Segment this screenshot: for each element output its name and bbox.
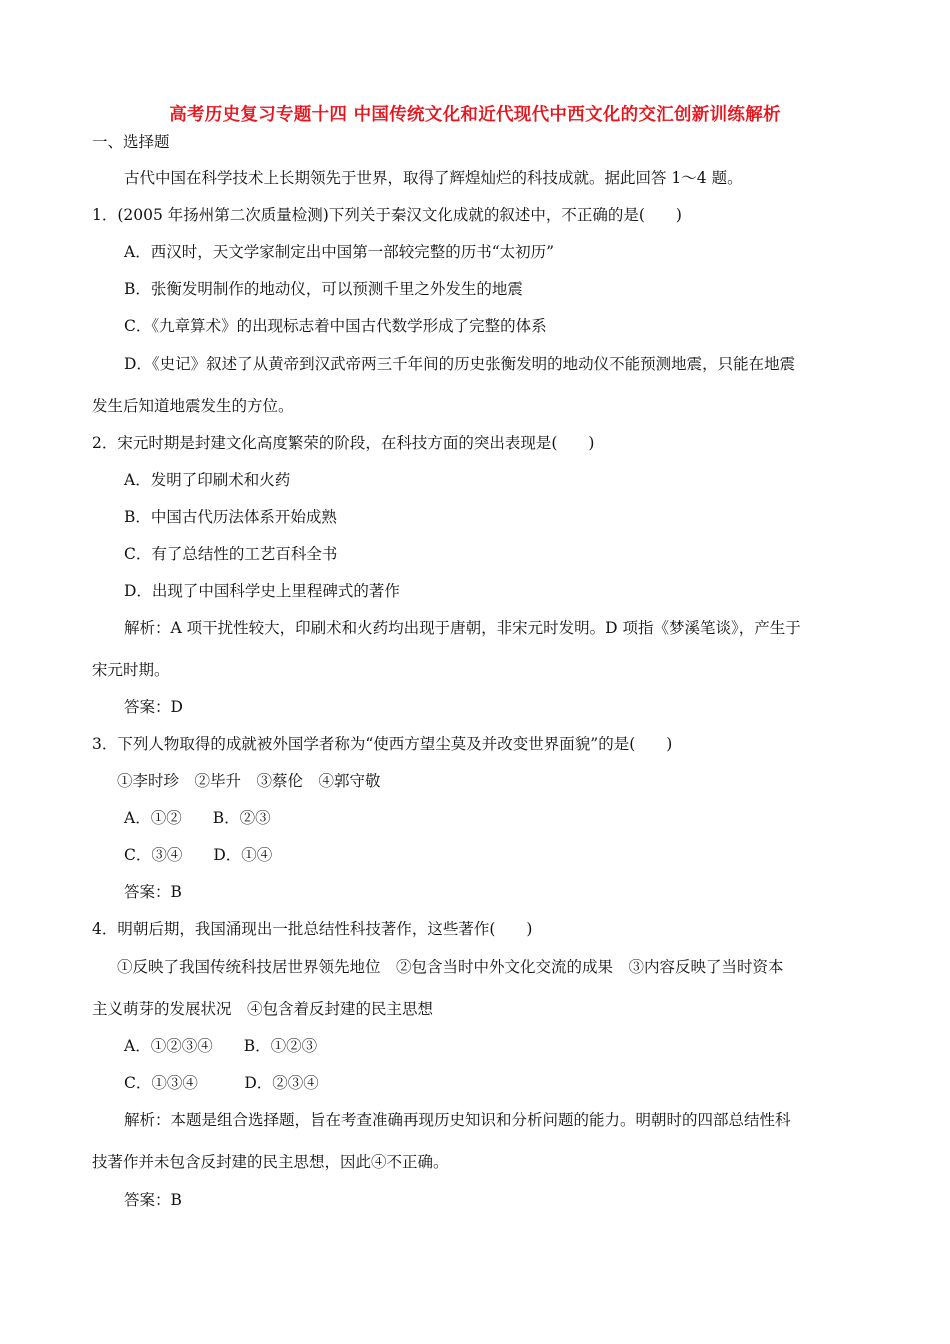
question-4-options-cd: C．①③④ D．②③④ — [124, 1074, 319, 1092]
question-3-stem: 3．下列人物取得的成就被外国学者称为“使西方望尘莫及并改变世界面貌”的是( ) — [92, 735, 673, 753]
question-2-option-c: C．有了总结性的工艺百科全书 — [124, 545, 338, 563]
question-3-options-cd: C．③④ D．①④ — [124, 846, 273, 864]
question-1-option-d: D．《史记》叙述了从黄帝到汉武帝两三千年间的历史张衡发明的地动仪不能预测地震，只能在地震 — [124, 355, 796, 373]
document-title: 高考历史复习专题十四 中国传统文化和近代现代中西文化的交汇创新训练解析 — [169, 105, 781, 125]
question-1-option-c: C．《九章算术》的出现标志着中国古代数学形成了完整的体系 — [124, 317, 547, 335]
intro-paragraph: 古代中国在科学技术上长期领先于世界，取得了辉煌灿烂的科技成就。据此回答 1～4 题。 — [124, 169, 743, 187]
question-2-option-d: D．出现了中国科学史上里程碑式的著作 — [124, 582, 400, 600]
question-1-stem: 1．(2005 年扬州第二次质量检测)下列关于秦汉文化成就的叙述中，不正确的是( ) — [92, 206, 682, 224]
question-4-options-ab: A．①②③④ B．①②③ — [124, 1037, 318, 1055]
question-2-option-b: B．中国古代历法体系开始成熟 — [124, 508, 337, 526]
question-4-items-continued: 主义萌芽的发展状况 ④包含着反封建的民主思想 — [92, 1000, 434, 1018]
question-4-stem: 4．明朝后期，我国涌现出一批总结性科技著作，这些著作( ) — [92, 920, 533, 938]
question-3-items: ①李时珍 ②毕升 ③蔡伦 ④郭守敬 — [117, 772, 381, 790]
question-3-answer: 答案：B — [124, 883, 182, 901]
question-2-answer: 答案：D — [124, 698, 183, 716]
section-heading: 一、选择题 — [92, 133, 170, 151]
question-2-analysis: 解析：A 项干扰性较大，印刷术和火药均出现于唐朝，非宋元时发明。D 项指《梦溪笔谈》，产生于 — [124, 619, 801, 637]
question-1-option-b: B．张衡发明制作的地动仪，可以预测千里之外发生的地震 — [124, 280, 523, 298]
question-4-analysis-continued: 技著作并未包含反封建的民主思想，因此④不正确。 — [92, 1153, 449, 1171]
question-4-analysis: 解析：本题是组合选择题，旨在考查准确再现历史知识和分析问题的能力。明朝时的四部总结性科 — [124, 1111, 791, 1129]
question-3-options-ab: A．①② B．②③ — [124, 809, 271, 827]
question-4-items: ①反映了我国传统科技居世界领先地位 ②包含当时中外文化交流的成果 ③内容反映了当时资本 — [117, 958, 784, 976]
question-1-option-a: A．西汉时，天文学家制定出中国第一部较完整的历书“太初历” — [124, 243, 555, 261]
question-2-analysis-continued: 宋元时期。 — [92, 661, 170, 679]
question-1-option-d-continued: 发生后知道地震发生的方位。 — [92, 397, 294, 415]
question-2-option-a: A．发明了印刷术和火药 — [124, 471, 291, 489]
question-2-stem: 2．宋元时期是封建文化高度繁荣的阶段，在科技方面的突出表现是( ) — [92, 434, 595, 452]
question-4-answer: 答案：B — [124, 1191, 182, 1209]
